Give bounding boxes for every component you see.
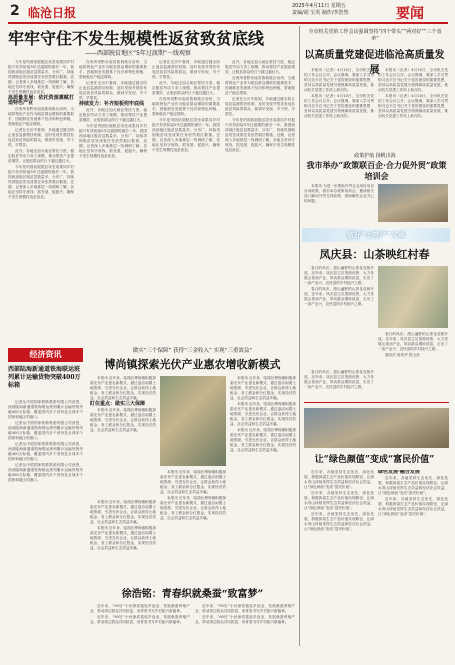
lead-paragraph: 记者在走访中看到，多地通过健全防止返贫监测帮扶机制，及时发现并帮扶有返贫致贫风险的群众，做到早发现、早干预、早帮扶。	[79, 81, 147, 100]
mid-paragraph: 本报讯 近年来，临翔区博尚镇积极探索光伏产业惠农新模式，通过盘活闲置土地资源、引进光伏企业，让群众获得土地租金、务工薪金和分红股金，实现经济效益、社会效益和生态效益多赢。	[160, 470, 226, 494]
date-line: 2025年4月11日 星期五	[292, 3, 346, 9]
feature-paragraph: 春日的凤庆，漫山遍野的山茶花竞相开放。近年来，凤庆县立足资源优势，大力发展山茶油产业，带动群众增收致富，走出了一条产业兴、农民富的乡村振兴之路。	[304, 370, 374, 389]
lead-paragraph: 此外，各地还加大就业帮扶力度，稳定脱贫劳动力务工规模，推动帮扶产业提质增效，让脱贫群众的日子越过越红火。	[225, 60, 295, 74]
econ-column	[8, 400, 83, 645]
right-bottom-paragraph: 近年来，各地坚持生态优先、绿色发展，积极探索生态产品价值实现路径，让绿水青山持续发挥生态效益和经济社会效益，让“绿色颜值”变成“富民价值”。	[378, 497, 448, 516]
econ-headline: 西部陆海新通道铁海联运班列累计运输货物突破400万标箱	[8, 366, 81, 389]
mid-paragraph: 本报讯 近年来，临翔区博尚镇积极探索光伏产业惠农新模式，通过盘活闲置土地资源、引进光伏企业，让群众获得土地租金、务工薪金和分红股金，实现经济效益、社会效益和生态效益多赢。	[230, 376, 296, 400]
mid-paragraph: 本报讯 近年来，临翔区博尚镇积极探索光伏产业惠农新模式，通过盘活闲置土地资源、引进光伏企业，让群众获得土地租金、务工薪金和分红股金，实现经济效益、社会效益和生态效益多赢。	[230, 402, 296, 426]
bottom-headline: 徐浩铭：青春织就桑蚕“致富梦”	[121, 589, 264, 600]
feature-byline: 通讯员 杨美华 段玉美	[385, 353, 420, 357]
right-top-kicker: 全市机关党的工作会议强调坚持“四个带头”“两对好”“三个表率”	[308, 29, 442, 42]
right-top-column-2	[378, 68, 448, 148]
right-mid-headline: 我市举办“政策联百企·合力促外贸”政策培训会	[306, 160, 447, 181]
lead-paragraph: 此外，各地还加大就业帮扶力度，稳定脱贫劳动力务工规模，推动帮扶产业提质增效，让脱贫群众的日子越过越红火。	[8, 149, 74, 163]
lead-subhead: 持续发力：补齐短板兜牢底线	[79, 101, 145, 107]
mid-paragraph: 本报讯 近年来，临翔区博尚镇积极探索光伏产业惠农新模式，通过盘活闲置土地资源、引进光伏企业，让群众获得土地租金、务工薪金和分红股金，实现经济效益、社会效益和生态效益多赢。	[90, 376, 156, 400]
right-top-column-1	[304, 68, 374, 148]
feature-paragraph: 春日的凤庆，漫山遍野的山茶花竞相开放。近年来，凤庆县立足资源优势，大力发展山茶油产业，带动群众增收致富，走出了一条产业兴、农民富的乡村振兴之路。	[304, 287, 374, 306]
right-bottom-paragraph: 近年来，各地坚持生态优先、绿色发展，积极探索生态产品价值实现路径，让绿水青山持续发挥生态效益和经济社会效益，让“绿色颜值”变成“富民价值”。	[378, 476, 448, 495]
mid-subhead: 盯住重点：做实三大保障	[90, 401, 146, 407]
lead-column-4	[225, 60, 295, 340]
econ-paragraph: 记者从中国国家铁路集团有限公司获悉，西部陆海新通道铁海联运班列累计运输货物突破400万标箱，覆盖国内多个省份及全球多个国家和地区的港口。	[8, 442, 83, 461]
lead-column-1	[8, 60, 74, 340]
feature-paragraph: 春日的凤庆，漫山遍野的山茶花竞相开放。近年来，凤庆县立足资源优势，大力发展山茶油产业，带动群众增收致富，走出了一条产业兴、农民富的乡村振兴之路。	[378, 332, 448, 351]
mid-headline: 博尚镇探索光伏产业惠农增收新模式	[104, 358, 281, 371]
mid-column-4	[90, 500, 156, 576]
lead-paragraph: 今年是巩固拓展脱贫攻坚成果同乡村振兴有效衔接5年过渡期的最后一年。我国西部地区脱贫县数量多，分布广，持续巩固脱贫攻坚成果任务依然艰巨繁重。近期，记者深入多地基层一线调研了解，各地正坚持守底线、抓发展、促振兴，确保不发生规模性返贫致贫。	[79, 124, 147, 158]
lead-paragraph: 此外，各地还加大就业帮扶力度，稳定脱贫劳动力务工规模，推动帮扶产业提质增效，让脱贫群众的日子越过越红火。	[152, 81, 220, 95]
mid-column-1	[90, 376, 156, 496]
lead-subtitle: ——西部脱贫地区“5年过渡期”一线观察	[85, 50, 192, 57]
lead-paragraph: 此外，各地还加大就业帮扶力度，稳定脱贫劳动力务工规模，推动帮扶产业提质增效，让脱贫群众的日子越过越红火。	[79, 108, 147, 122]
bottom-column-1	[90, 604, 190, 660]
right-top-headline: 以高质量党建促进临沧高质量发展	[304, 50, 445, 76]
mid-paragraph: 本报讯 近年来，临翔区博尚镇积极探索光伏产业惠农新模式，通过盘活闲置土地资源、引进光伏企业，让群众获得土地租金、务工薪金和分红股金，实现经济效益、社会效益和生态效益多赢。	[230, 428, 296, 452]
lead-paragraph: 今年是巩固拓展脱贫攻坚成果同乡村振兴有效衔接5年过渡期的最后一年。我国西部地区脱贫县数量多，分布广，持续巩固脱贫攻坚成果任务依然艰巨繁重。近期，记者深入多地基层一线调研了解，各地正坚持守底线、抓发展、促振兴，确保不发生规模性返贫致贫。	[8, 165, 74, 199]
right-top-paragraph: 本报讯（记者）4月10日，全市机关党的工作会议召开。会议强调，要深入学习贯彻习近平总书记关于党的建设的重要思想，坚持以高质量党建引领保障高质量发展，推动机关党建工作再上新台阶。	[304, 94, 374, 118]
right-bottom-subhead: 绿色发展·融合发展	[378, 470, 420, 475]
right-bottom-column-2	[378, 470, 448, 650]
lead-paragraph: 在贵州省黔东南苗族侗族自治州，当地将特色产业作为脱贫群众增收的重要抓手，因地制宜发展林下经济和特色种植，帮助脱贫户稳定增收。	[79, 60, 147, 79]
feature-headline: 凤庆县：山茶映红村春	[319, 248, 430, 261]
right-bottom-paragraph: 近年来，各地坚持生态优先、绿色发展，积极探索生态产品价值实现路径，让绿水青山持续发挥生态效益和经济社会效益，让“绿色颜值”变成“富民价值”。	[304, 512, 374, 531]
right-bottom-headline: 让“绿色颜值”变成“富民价值”	[314, 455, 435, 465]
bottom-column-2	[195, 604, 295, 660]
column-divider	[299, 26, 300, 646]
econ-paragraph: 记者从中国国家铁路集团有限公司获悉，西部陆海新通道铁海联运班列累计运输货物突破400万标箱，覆盖国内多个省份及全球多个国家和地区的港口。	[8, 463, 83, 482]
page-number: 2	[10, 3, 20, 19]
right-bottom-rule	[304, 402, 449, 403]
mid-column-2	[160, 470, 226, 576]
right-mid-photo	[378, 184, 448, 222]
right-mid-column-1	[304, 184, 374, 224]
lead-headline: 牢牢守住不发生规模性返贫致贫底线	[8, 29, 265, 48]
right-mid-paragraph: 本报讯 为进一步帮助外贸企业用好用足各项政策，我市举办政策培训会，邀请相关部门解读外贸支持政策，现场解答企业关心的问题。	[304, 184, 374, 203]
lead-subhead: 高质量发展：依托资源禀赋打造特色产业	[8, 95, 74, 106]
mid-kicker: 做实“三个保障” 获得“三金收入” 实现“三重效益”	[132, 348, 253, 354]
right-top-paragraph: 本报讯（记者）4月10日，全市机关党的工作会议召开。会议强调，要深入学习贯彻习近平总书记关于党的建设的重要思想，坚持以高质量党建引领保障高质量发展，推动机关党建工作再上新台阶。	[378, 94, 448, 118]
lead-paragraph: 记者在走访中看到，多地通过健全防止返贫监测帮扶机制，及时发现并帮扶有返贫致贫风险的群众，做到早发现、早干预、早帮扶。	[8, 128, 74, 147]
feature-banner	[302, 228, 450, 242]
mid-paragraph: 本报讯 近年来，临翔区博尚镇积极探索光伏产业惠农新模式，通过盘活闲置土地资源、引进光伏企业，让群众获得土地租金、务工薪金和分红股金，实现经济效益、社会效益和生态效益多赢。	[90, 408, 156, 432]
mid-paragraph: 本报讯 近年来，临翔区博尚镇积极探索光伏产业惠农新模式，通过盘活闲置土地资源、引进光伏企业，让群众获得土地租金、务工薪金和分红股金，实现经济效益、社会效益和生态效益多赢。	[90, 526, 156, 550]
econ-badge: 经济资讯	[8, 348, 83, 362]
masthead	[0, 0, 455, 24]
header-rule	[8, 22, 448, 24]
right-top-paragraph: 本报讯（记者）4月10日，全市机关党的工作会议召开。会议强调，要深入学习贯彻习近平总书记关于党的建设的重要思想，坚持以高质量党建引领保障高质量发展，推动机关党建工作再上新台阶。	[378, 68, 448, 92]
mid-paragraph: 本报讯 近年来，临翔区博尚镇积极探索光伏产业惠农新模式，通过盘活闲置土地资源、引进光伏企业，让群众获得土地租金、务工薪金和分红股金，实现经济效益、社会效益和生态效益多赢。	[90, 500, 156, 524]
bottom-paragraph: 近年来，“90后”小伙徐浩铭返乡创业，发展桑蚕养殖产业，带动周边群众共同致富，用青春书写乡村振兴新篇章。	[195, 615, 295, 624]
lead-paragraph: 在贵州省黔东南苗族侗族自治州，当地将特色产业作为脱贫群众增收的重要抓手，因地制宜发展林下经济和特色种植，帮助脱贫户稳定增收。	[225, 76, 295, 95]
feature-column-3	[304, 370, 374, 400]
right-top-paragraph: 本报讯（记者）4月10日，全市机关党的工作会议召开。会议强调，要深入学习贯彻习近平总书记关于党的建设的重要思想，坚持以高质量党建引领保障高质量发展，推动机关党建工作再上新台阶。	[304, 68, 374, 92]
lead-column-2	[79, 60, 147, 340]
lead-paragraph: 记者在走访中看到，多地通过健全防止返贫监测帮扶机制，及时发现并帮扶有返贫致贫风险的群众，做到早发现、早干预、早帮扶。	[225, 97, 295, 116]
issue-date	[292, 3, 372, 17]
feature-column-2	[378, 332, 448, 388]
feature-column-1	[304, 266, 374, 366]
right-bottom-photo	[304, 408, 449, 448]
econ-paragraph: 记者从中国国家铁路集团有限公司获悉，西部陆海新通道铁海联运班列累计运输货物突破400万标箱，覆盖国内多个省份及全球多个国家和地区的港口。	[8, 400, 83, 419]
lead-paragraph: 在贵州省黔东南苗族侗族自治州，当地将特色产业作为脱贫群众增收的重要抓手，因地制宜发展林下经济和特色种植，帮助脱贫户稳定增收。	[152, 97, 220, 116]
lead-column-3	[152, 60, 220, 340]
bottom-paragraph: 近年来，“90后”小伙徐浩铭返乡创业，发展桑蚕养殖产业，带动周边群众共同致富，用青春书写乡村振兴新篇章。	[195, 604, 295, 613]
right-mid-kicker: 政策护航 扬帆出海	[354, 153, 396, 159]
mid-column-3	[230, 376, 296, 576]
right-bottom-column-1	[304, 470, 374, 650]
lead-paragraph: 记者在走访中看到，多地通过健全防止返贫监测帮扶机制，及时发现并帮扶有返贫致贫风险的群众，做到早发现、早干预、早帮扶。	[152, 60, 220, 79]
feature-banner-label: 做好“土特产”文章	[346, 231, 406, 239]
bottom-paragraph: 近年来，“90后”小伙徐浩铭返乡创业，发展桑蚕养殖产业，带动周边群众共同致富，用青春书写乡村振兴新篇章。	[90, 615, 190, 624]
lead-paragraph: 今年是巩固拓展脱贫攻坚成果同乡村振兴有效衔接5年过渡期的最后一年。我国西部地区脱贫县数量多，分布广，持续巩固脱贫攻坚成果任务依然艰巨繁重。近期，记者深入多地基层一线调研了解，各地正坚持守底线、抓发展、促振兴，确保不发生规模性返贫致贫。	[225, 118, 295, 152]
lead-paragraph: 今年是巩固拓展脱贫攻坚成果同乡村振兴有效衔接5年过渡期的最后一年。我国西部地区脱贫县数量多，分布广，持续巩固脱贫攻坚成果任务依然艰巨繁重。近期，记者深入多地基层一线调研了解，各地正坚持守底线、抓发展、促振兴，确保不发生规模性返贫致贫。	[152, 118, 220, 152]
feature-photo	[378, 266, 448, 328]
right-bottom-paragraph: 近年来，各地坚持生态优先、绿色发展，积极探索生态产品价值实现路径，让绿水青山持续发挥生态效益和经济社会效益，让“绿色颜值”变成“富民价值”。	[304, 470, 374, 489]
lead-paragraph: 今年是巩固拓展脱贫攻坚成果同乡村振兴有效衔接5年过渡期的最后一年。我国西部地区脱贫县数量多，分布广，持续巩固脱贫攻坚成果任务依然艰巨繁重。近期，记者深入多地基层一线调研了解，各地正坚持守底线、抓发展、促振兴，确保不发生规模性返贫致贫。	[8, 60, 74, 94]
editor-line: 责编/胡 宝英 制作/李浩然	[292, 10, 349, 16]
bottom-paragraph: 近年来，“90后”小伙徐浩铭返乡创业，发展桑蚕养殖产业，带动周边群众共同致富，用青春书写乡村振兴新篇章。	[90, 604, 190, 613]
mid-photo	[160, 376, 226, 466]
feature-paragraph: 春日的凤庆，漫山遍野的山茶花竞相开放。近年来，凤庆县立足资源优势，大力发展山茶油产业，带动群众增收致富，走出了一条产业兴、农民富的乡村振兴之路。	[304, 266, 374, 285]
econ-paragraph: 记者从中国国家铁路集团有限公司获悉，西部陆海新通道铁海联运班列累计运输货物突破400万标箱，覆盖国内多个省份及全球多个国家和地区的港口。	[8, 421, 83, 440]
right-bottom-paragraph: 近年来，各地坚持生态优先、绿色发展，积极探索生态产品价值实现路径，让绿水青山持续发挥生态效益和经济社会效益，让“绿色颜值”变成“富民价值”。	[304, 491, 374, 510]
mid-paragraph: 本报讯 近年来，临翔区博尚镇积极探索光伏产业惠农新模式，通过盘活闲置土地资源、引进光伏企业，让群众获得土地租金、务工薪金和分红股金，实现经济效益、社会效益和生态效益多赢。	[160, 496, 226, 520]
paper-logo: 临沧日报	[28, 6, 77, 20]
lead-paragraph: 在贵州省黔东南苗族侗族自治州，当地将特色产业作为脱贫群众增收的重要抓手，因地制宜发展林下经济和特色种植，帮助脱贫户稳定增收。	[8, 107, 74, 126]
section-title: 要闻	[396, 6, 424, 22]
